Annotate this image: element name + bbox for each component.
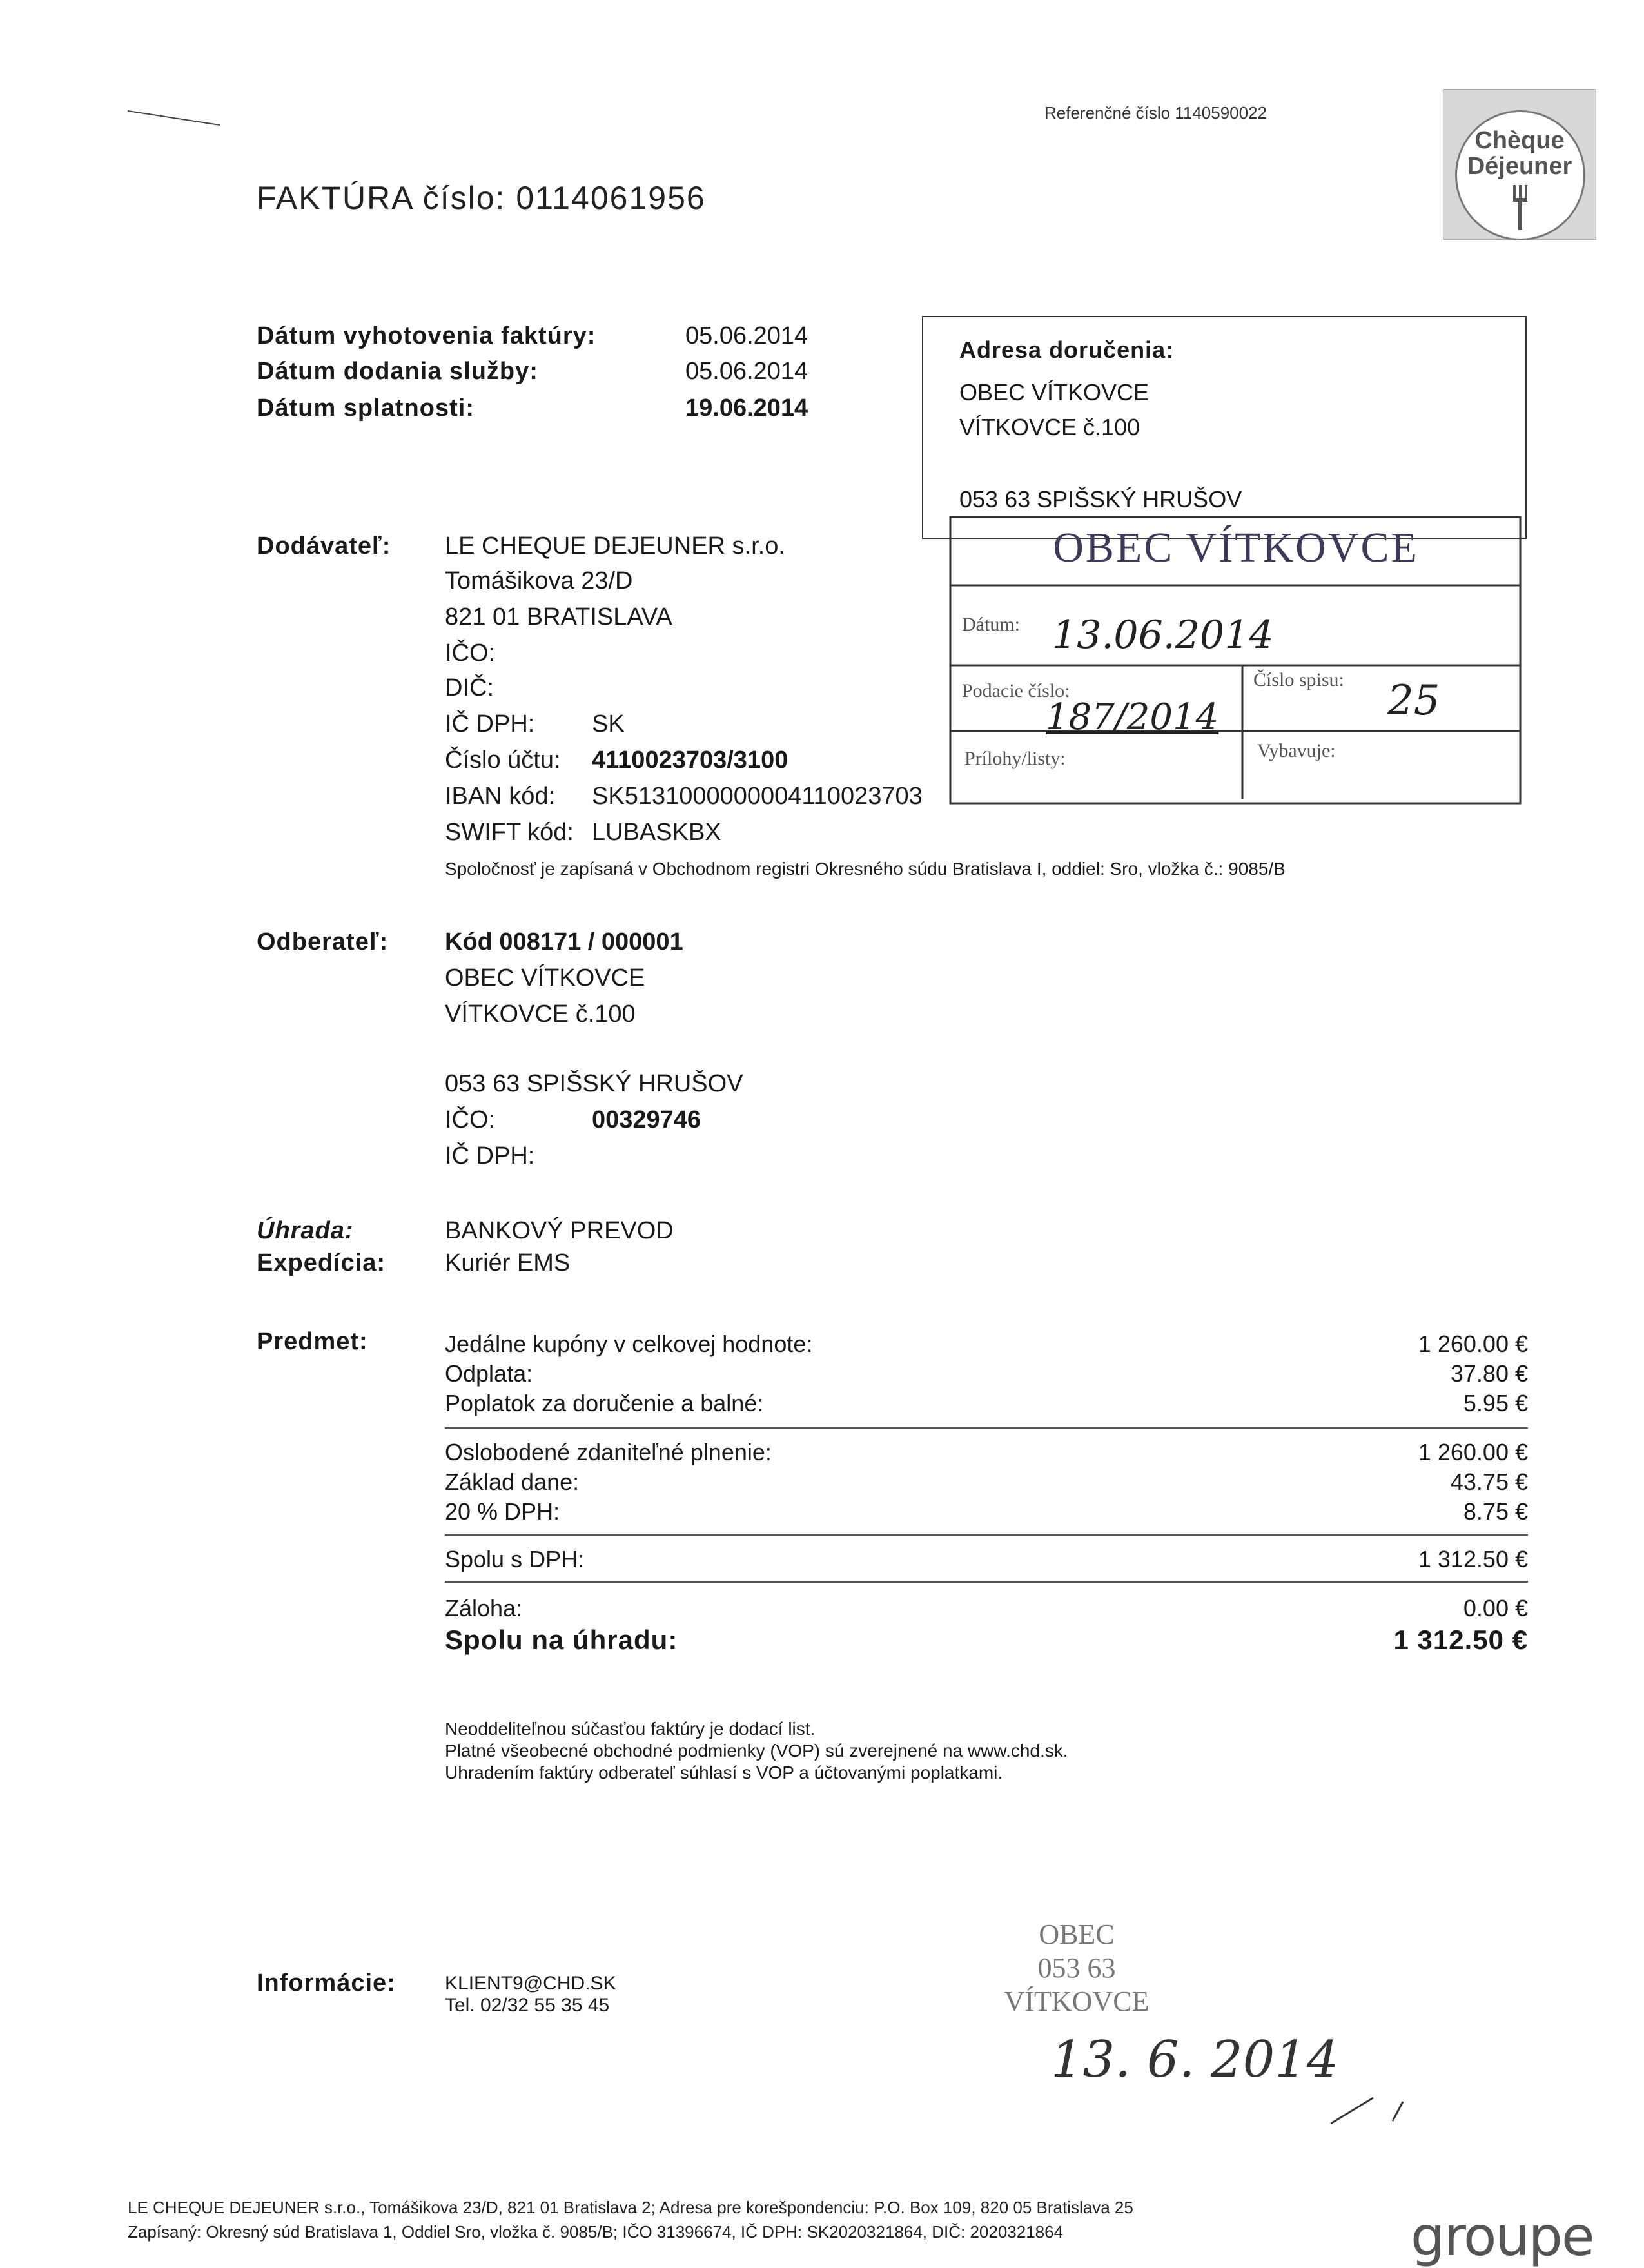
- intake-stamp: [949, 516, 1523, 812]
- customer-ico-value: 00329746: [592, 1106, 701, 1133]
- delivery-address-heading: Adresa doručenia:: [959, 337, 1175, 363]
- delivery-date-value: 05.06.2014: [685, 358, 808, 385]
- supplier-swift-value: LUBASKBX: [592, 819, 721, 846]
- stamp-date-label: Dátum:: [962, 614, 1020, 635]
- divider: [445, 1534, 1528, 1536]
- item-amount: 1 260.00 €: [1418, 1331, 1528, 1357]
- item-desc: Odplata:: [445, 1360, 533, 1387]
- supplier-icdph-label: IČ DPH:: [445, 710, 535, 738]
- customer-ico-label: IČO:: [445, 1106, 496, 1133]
- payment-method-label: Úhrada:: [257, 1217, 354, 1244]
- delivery-date-label: Dátum dodania služby:: [257, 358, 538, 385]
- contact-email: KLIENT9@CHD.SK: [445, 1973, 616, 1994]
- supplier-icdph-value: SK: [592, 710, 625, 738]
- item-row: [445, 1439, 1528, 1466]
- shipping-label: Expedícia:: [257, 1249, 386, 1276]
- item-row: [445, 1498, 1528, 1525]
- customer-city: 053 63 SPIŠSKÝ HRUŠOV: [445, 1070, 743, 1097]
- logo-text-line2: Déjeuner: [1467, 153, 1572, 180]
- issue-date-label: Dátum vyhotovenia faktúry:: [257, 322, 596, 349]
- supplier-label: Dodávateľ:: [257, 533, 391, 560]
- issue-date-value: 05.06.2014: [685, 322, 808, 349]
- pen-stroke-icon: [1328, 2089, 1405, 2127]
- receipt-handwritten-date: 13. 6. 2014: [1051, 2031, 1339, 2089]
- supplier-city: 821 01 BRATISLAVA: [445, 603, 672, 631]
- item-amount: 37.80 €: [1450, 1360, 1528, 1387]
- stamp-date-handwritten: 13.06.2014: [1052, 612, 1274, 658]
- supplier-street: Tomášikova 23/D: [445, 567, 633, 594]
- footer-line1: LE CHEQUE DEJEUNER s.r.o., Tomášikova 23/D, 821 01 Bratislava 2; Adresa pre korešpondenciu: P.O. Box 109, 820 05 Bratislava 25: [128, 2198, 1133, 2217]
- supplier-account-label: Číslo účtu:: [445, 747, 561, 774]
- item-amount: 1 260.00 €: [1418, 1439, 1528, 1465]
- divider: [445, 1427, 1528, 1429]
- stamp-handler-label: Vybavuje:: [1257, 740, 1336, 761]
- item-desc: Oslobodené zdaniteľné plnenie:: [445, 1439, 772, 1465]
- footer: [128, 2195, 1133, 2244]
- grand-total-label: Spolu na úhradu:: [445, 1625, 678, 1655]
- advance-label: Záloha:: [445, 1595, 523, 1621]
- delivery-address-box: [922, 316, 1527, 539]
- item-row: [445, 1331, 1528, 1358]
- item-row: [445, 1360, 1528, 1387]
- customer-label: Odberateľ:: [257, 928, 389, 955]
- note-line: Platné všeobecné obchodné podmienky (VOP) sú zverejnené na www.chd.sk.: [445, 1741, 1068, 1761]
- reference-number: Referenčné číslo 1140590022: [1044, 103, 1267, 122]
- grand-total-amount: 1 312.50 €: [1393, 1625, 1528, 1655]
- supplier-dic-label: DIČ:: [445, 674, 494, 701]
- supplier-name: LE CHEQUE DEJEUNER s.r.o.: [445, 533, 785, 560]
- stamp-file-label: Číslo spisu:: [1253, 669, 1344, 690]
- invoice-title: FAKTÚRA číslo: 0114061956: [257, 180, 706, 216]
- item-desc: Základ dane:: [445, 1469, 580, 1495]
- customer-code: Kód 008171 / 000001: [445, 928, 683, 955]
- item-desc: Poplatok za doručenie a balné:: [445, 1390, 764, 1416]
- contact-info: [445, 1973, 616, 2017]
- note-line: Uhradením faktúry odberateľ súhlasí s VOP a účtovanými poplatkami.: [445, 1763, 1003, 1783]
- item-desc: 20 % DPH:: [445, 1498, 560, 1525]
- info-label: Informácie:: [257, 1970, 396, 1997]
- delivery-address-line3: 053 63 SPIŠSKÝ HRUŠOV: [959, 486, 1242, 513]
- pen-mark-icon: [126, 107, 223, 133]
- advance-row: [445, 1595, 1528, 1622]
- due-date-label: Dátum splatnosti:: [257, 395, 475, 422]
- receipt-stamp-line1: OBEC: [1039, 1919, 1115, 1950]
- stamp-attachments-label: Prílohy/listy:: [964, 748, 1066, 769]
- cheque-dejeuner-logo: [1443, 89, 1596, 240]
- item-desc: Jedálne kupóny v celkovej hodnote:: [445, 1331, 813, 1357]
- grand-total-row: [445, 1625, 1528, 1656]
- item-amount: 8.75 €: [1463, 1498, 1528, 1525]
- item-amount: 5.95 €: [1463, 1390, 1528, 1416]
- supplier-iban-label: IBAN kód:: [445, 783, 556, 810]
- advance-amount: 0.00 €: [1463, 1595, 1528, 1621]
- divider: [445, 1581, 1528, 1583]
- stamp-file-handwritten: 25: [1387, 677, 1440, 725]
- delivery-address-line2: VÍTKOVCE č.100: [959, 414, 1140, 440]
- receipt-stamp-line2: 053 63: [1037, 1952, 1116, 1984]
- registry-note: Spoločnosť je zapísaná v Obchodnom registri Okresného súdu Bratislava I, oddiel: Sro, vložka č.: 9085/B: [445, 859, 1286, 879]
- total-vat-amount: 1 312.50 €: [1418, 1546, 1528, 1572]
- supplier-ico-label: IČO:: [445, 640, 496, 667]
- groupe-logo: groupe: [1411, 2205, 1594, 2268]
- customer-name: OBEC VÍTKOVCE: [445, 964, 645, 992]
- stamp-title: OBEC VÍTKOVCE: [1053, 524, 1419, 571]
- items-table: [445, 1328, 1528, 1663]
- items-label: Predmet:: [257, 1328, 368, 1355]
- contact-phone: Tel. 02/32 55 35 45: [445, 1995, 610, 2016]
- logo-text-line1: Chèque: [1474, 127, 1565, 154]
- supplier-account-value: 4110023703/3100: [592, 747, 788, 774]
- total-vat-label: Spolu s DPH:: [445, 1546, 585, 1572]
- fork-icon: [1511, 185, 1530, 230]
- payment-method-value: BANKOVÝ PREVOD: [445, 1217, 674, 1244]
- invoice-notes: [445, 1718, 1068, 1784]
- customer-icdph-label: IČ DPH:: [445, 1142, 535, 1169]
- total-vat-row: [445, 1546, 1528, 1573]
- receipt-stamp-line3: VÍTKOVCE: [1004, 1986, 1150, 2017]
- note-line: Neoddeliteľnou súčasťou faktúry je dodací list.: [445, 1719, 816, 1739]
- delivery-address-line1: OBEC VÍTKOVCE: [959, 379, 1150, 406]
- item-amount: 43.75 €: [1450, 1469, 1528, 1495]
- receipt-stamp: [967, 1918, 1186, 2019]
- supplier-swift-label: SWIFT kód:: [445, 819, 574, 846]
- shipping-value: Kuriér EMS: [445, 1249, 571, 1276]
- stamp-filing-label: Podacie číslo:: [962, 680, 1070, 701]
- item-row: [445, 1469, 1528, 1496]
- footer-line2: Zapísaný: Okresný súd Bratislava 1, Oddiel Sro, vložka č. 9085/B; IČO 31396674, IČ DPH: SK2020321864, DIČ: 2020321864: [128, 2222, 1064, 2242]
- item-row: [445, 1390, 1528, 1417]
- customer-street: VÍTKOVCE č.100: [445, 1001, 636, 1028]
- supplier-iban-value: SK5131000000004110023703: [592, 783, 923, 810]
- due-date-value: 19.06.2014: [685, 395, 808, 422]
- stamp-filing-handwritten: 187/2014: [1046, 696, 1219, 738]
